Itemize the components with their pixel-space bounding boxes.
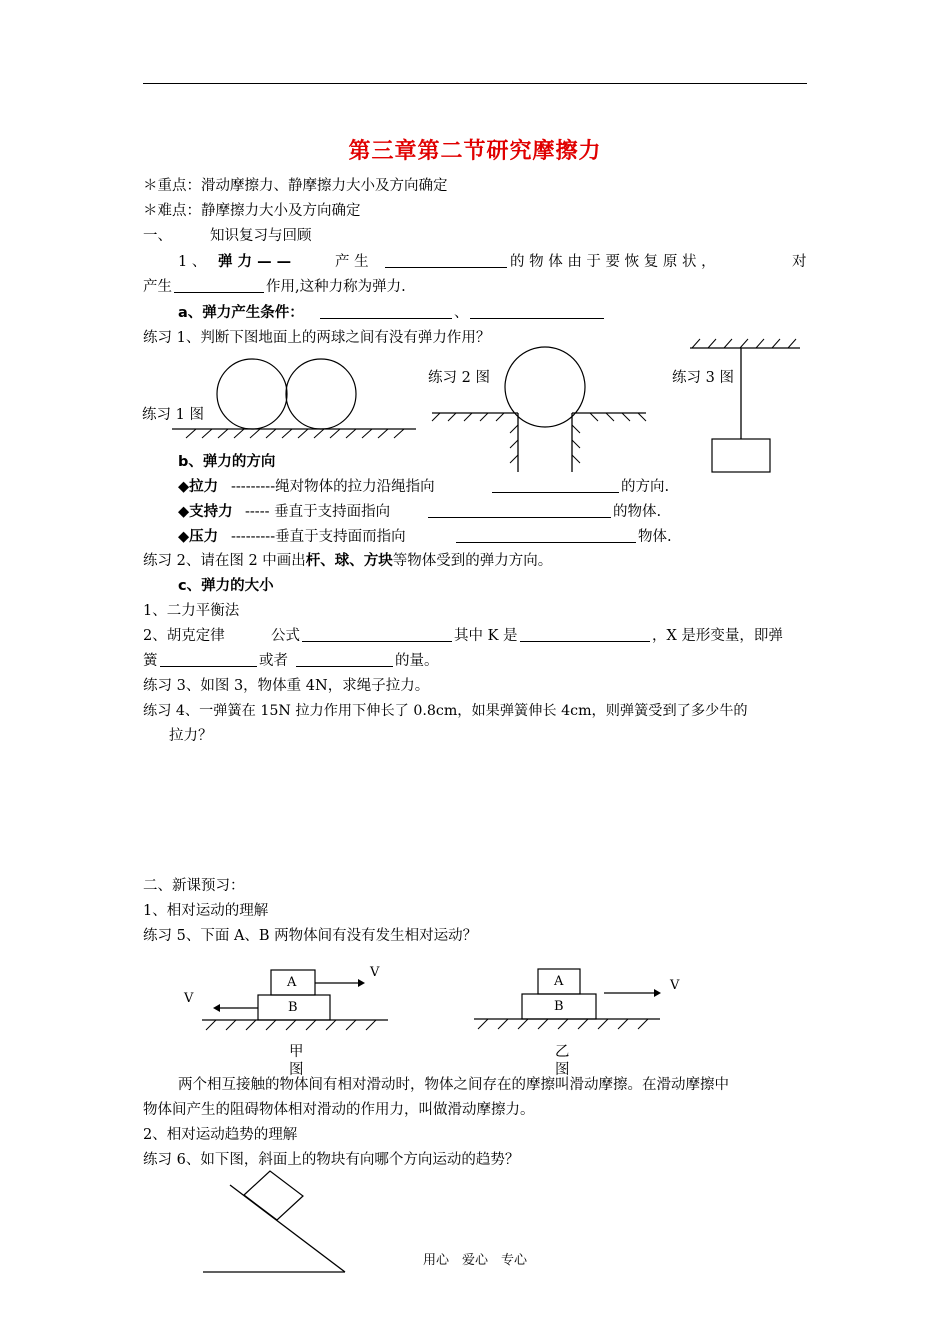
section1-title: 知识复习与回顾 <box>210 228 312 244</box>
tension-text: ---------绳对物体的拉力沿绳指向 <box>231 479 435 495</box>
exercise-4-line2: 拉力？ <box>169 728 213 744</box>
magnitude-heading: c、弹力的大小 <box>178 578 274 594</box>
support-term: ◆支持力 <box>178 504 233 520</box>
tension-term: ◆拉力 <box>178 479 219 495</box>
exercise-3: 练习 3、如图 3，物体重 4N，求绳子拉力。 <box>143 678 430 694</box>
relative-motion-heading: 1、相对运动的理解 <box>143 903 269 919</box>
figure-2-label: 练习 2 图 <box>428 370 490 386</box>
exercise-5: 练习 5、下面 A、B 两物体间有没有发生相对运动？ <box>143 928 478 944</box>
magnitude-item-1: 1、二力平衡法 <box>143 603 240 619</box>
hooke-law: 2、胡克定律 <box>143 628 225 644</box>
exercise-1: 练习 1、判断下图地面上的两球之间有没有弹力作用？ <box>143 330 491 346</box>
velocity-label-yi: V <box>670 978 680 993</box>
hooke-formula-label: 公式 <box>271 628 300 644</box>
figure-jia-tu: 图 <box>289 1062 304 1078</box>
sliding-friction-line1: 两个相互接触的物体间有相对滑动时，物体之间存在的摩擦叫滑动摩擦。在滑动摩擦中 <box>178 1077 729 1093</box>
support-end: 的物体. <box>613 504 662 520</box>
pressure-end: 物体. <box>638 529 672 545</box>
exercise-2-bold: 杆、球、方块 <box>305 553 393 569</box>
velocity-label-b: V <box>184 991 194 1006</box>
page-footer: 用心 爱心 专心 <box>422 1253 527 1268</box>
tension-end: 的方向. <box>621 479 670 495</box>
section1-number: 一、 <box>143 228 172 244</box>
pressure-term: ◆压力 <box>178 529 219 545</box>
elastic-condition-heading: a、弹力产生条件： <box>178 305 304 321</box>
elastic-item-number: 1 、 <box>178 254 207 270</box>
figure-yi-tu: 图 <box>555 1062 570 1078</box>
hooke-line2-c: 的量。 <box>395 653 439 669</box>
support-text: ----- 垂直于支持面指向 <box>245 504 391 520</box>
key-point: ＊重点：滑动摩擦力、静摩擦力大小及方向确定 <box>143 178 448 194</box>
velocity-label-a: V <box>370 965 380 980</box>
figure-1-label: 练习 1 图 <box>142 407 204 423</box>
hooke-line2-a: 簧 <box>143 653 158 669</box>
block-b-label-yi: B <box>554 999 564 1014</box>
sliding-friction-line2: 物体间产生的阻碍物体相对滑动的作用力，叫做滑动摩擦力。 <box>143 1102 535 1118</box>
trend-heading: 2、相对运动趋势的理解 <box>143 1127 298 1143</box>
figure-yi-char: 乙 <box>555 1044 570 1060</box>
figure-3-label: 练习 3 图 <box>672 370 734 386</box>
elastic-text-b: 的 物 体 由 于 要 恢 复 原 状 ， <box>510 254 716 270</box>
figure-jia-char: 甲 <box>289 1044 304 1060</box>
hooke-x-label: ，X 是形变量，即弹 <box>652 628 783 644</box>
elastic-line2-a: 产生 <box>143 279 172 295</box>
exercise-2-text-a: 练习 2、请在图 2 中画出 <box>143 553 306 569</box>
hooke-k-label: 其中 K 是 <box>454 628 518 644</box>
elastic-term: 弹 力 — — <box>218 254 292 270</box>
pressure-text: ---------垂直于支持面而指向 <box>231 529 406 545</box>
hooke-line2-b: 或者 <box>259 653 288 669</box>
exercise-4-line1: 练习 4、一弹簧在 15N 拉力作用下伸长了 0.8cm，如果弹簧伸长 4cm，则弹簧受到了多少牛的 <box>143 703 748 719</box>
condition-separator: 、 <box>454 305 469 321</box>
block-a-label: A <box>287 975 297 990</box>
exercise-2-text-c: 等物体受到的弹力方向。 <box>392 553 553 569</box>
block-a-label-yi: A <box>554 974 564 989</box>
section2-title: 二、新课预习： <box>143 878 245 894</box>
page-title: 第三章第二节研究摩擦力 <box>348 138 602 164</box>
exercise-6: 练习 6、如下图，斜面上的物块有向哪个方向运动的趋势？ <box>143 1152 520 1168</box>
elastic-text-a: 产 生 <box>335 254 369 270</box>
elastic-text-c: 对 <box>792 254 807 270</box>
difficult-point: ＊难点：静摩擦力大小及方向确定 <box>143 203 361 219</box>
elastic-line2-b: 作用,这种力称为弹力. <box>266 279 406 295</box>
block-b-label: B <box>288 1000 298 1015</box>
direction-heading: b、弹力的方向 <box>178 454 276 470</box>
